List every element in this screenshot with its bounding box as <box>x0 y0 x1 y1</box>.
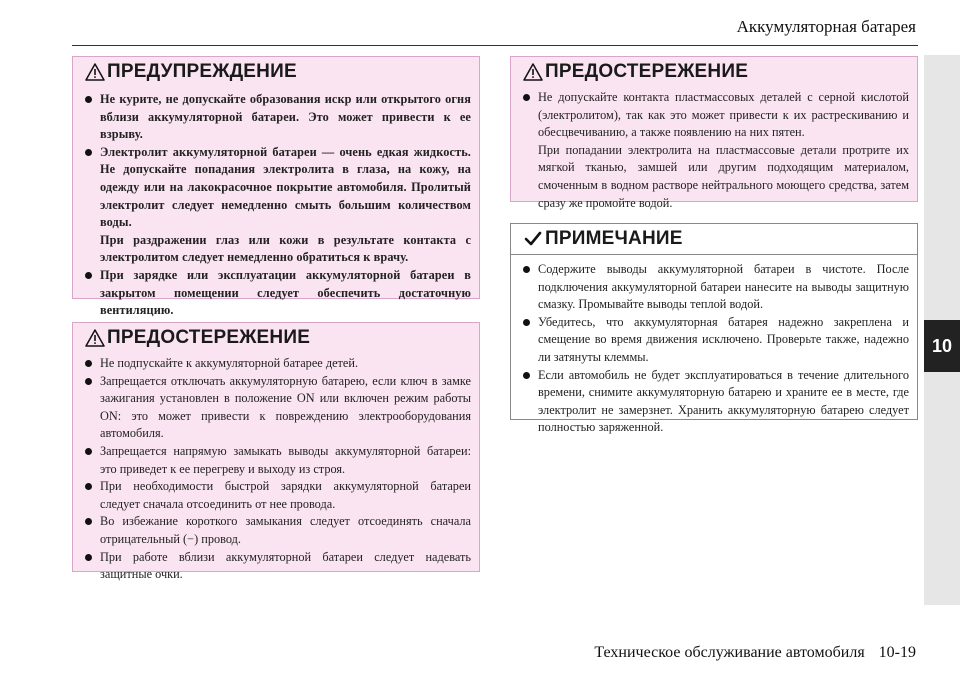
list-item: Не подпускайте к аккумуляторной батарее детей. <box>85 355 471 373</box>
caution-list-right <box>511 87 917 212</box>
list-item: Не допускайте контакта пластмассовых деталей с серной кислотой (электролитом), так как это может привести к их растрескиванию и обесцвечиванию, а также появлению на них пятен. При попадании электролита на пластмассовые детали протрите их мягкой тканью, замшей или другим подходящим материалом, смоченным в водном растворе нейтрального моющего средства, затем сразу же промойте водой. <box>523 89 909 212</box>
list-item: Электролит аккумуляторной батареи — очень едкая жидкость. Не допускайте попадания электролита в глаза, на кожу, на одежду или на лакокрасочное покрытие автомобиля. Пролитый электролит следует немедленно смыть большим количеством воды. При раздражении глаз или кожи в результате контакта с электролитом следует немедленно обратиться к врачу. <box>85 144 471 267</box>
caution-box-left <box>72 322 480 582</box>
list-item: Если автомобиль не будет эксплуатироваться в течение длительного времени, снимите аккумуляторную батарею и храните ее в месте, где электролит не замерзнет. Хранить аккумуляторную батарею следует полностью заряженной. <box>523 367 909 437</box>
list-item: При необходимости быстрой зарядки аккумуляторной батареи следует сначала отсоединить от нее провода. <box>85 478 471 513</box>
caution-heading-text: ПРЕДОСТЕРЕЖЕНИЕ <box>107 327 311 348</box>
page-header-title: Аккумуляторная батарея <box>736 17 916 36</box>
warning-triangle-icon <box>85 328 105 348</box>
note-heading-text: ПРИМЕЧАНИЕ <box>545 228 683 249</box>
list-item: Содержите выводы аккумуляторной батареи в чистоте. После подключения аккумуляторной батареи нанесите на выводы защитную смазку. Промывайте выводы теплой водой. <box>523 261 909 314</box>
caution-heading-text: ПРЕДОСТЕРЕЖЕНИЕ <box>545 61 749 82</box>
warning-heading-text: ПРЕДУПРЕЖДЕНИЕ <box>107 61 297 82</box>
warning-triangle-icon <box>85 62 105 82</box>
note-list <box>511 255 917 437</box>
warning-heading <box>73 57 479 87</box>
page-number: 10-19 <box>878 644 916 661</box>
footer-section: Техническое обслуживание автомобиля <box>594 644 865 661</box>
warning-box <box>72 56 480 318</box>
warning-list <box>73 87 479 320</box>
list-item: При зарядке или эксплуатации аккумуляторной батареи в закрытом помещении следует обеспечить достаточную вентиляцию. <box>85 267 471 320</box>
list-item: При работе вблизи аккумуляторной батареи следует надевать защитные очки. <box>85 549 471 584</box>
caution-list-left <box>73 353 479 584</box>
caution-heading-right <box>511 57 917 87</box>
page-footer <box>594 644 916 662</box>
list-item: Запрещается напрямую замыкать выводы аккумуляторной батареи: это приведет к ее перегреву и выходу из строя. <box>85 443 471 478</box>
chapter-tab: 10 <box>924 320 960 372</box>
list-item: Не курите, не допускайте образования искр или открытого огня вблизи аккумуляторной батареи. Это может привести к ее взрыву. <box>85 91 471 144</box>
caution-box-right <box>510 56 918 210</box>
header-rule <box>72 45 918 46</box>
caution-heading-left <box>73 323 479 353</box>
checkmark-icon <box>523 229 543 249</box>
list-item: Убедитесь, что аккумуляторная батарея надежно закреплена и смещение во время движения исключено. Проверьте также, надежно ли затянуты клеммы. <box>523 314 909 367</box>
warning-triangle-icon <box>523 62 543 82</box>
list-item: Запрещается отключать аккумуляторную батарею, если ключ в замке зажигания установлен в положение ON или включен режим работы ON: это может привести к повреждению электрооборудования автомобиля. <box>85 373 471 443</box>
list-item: Во избежание короткого замыкания следует отсоединять сначала отрицательный (−) провод. <box>85 513 471 548</box>
note-box <box>510 223 918 435</box>
note-heading <box>511 224 917 255</box>
